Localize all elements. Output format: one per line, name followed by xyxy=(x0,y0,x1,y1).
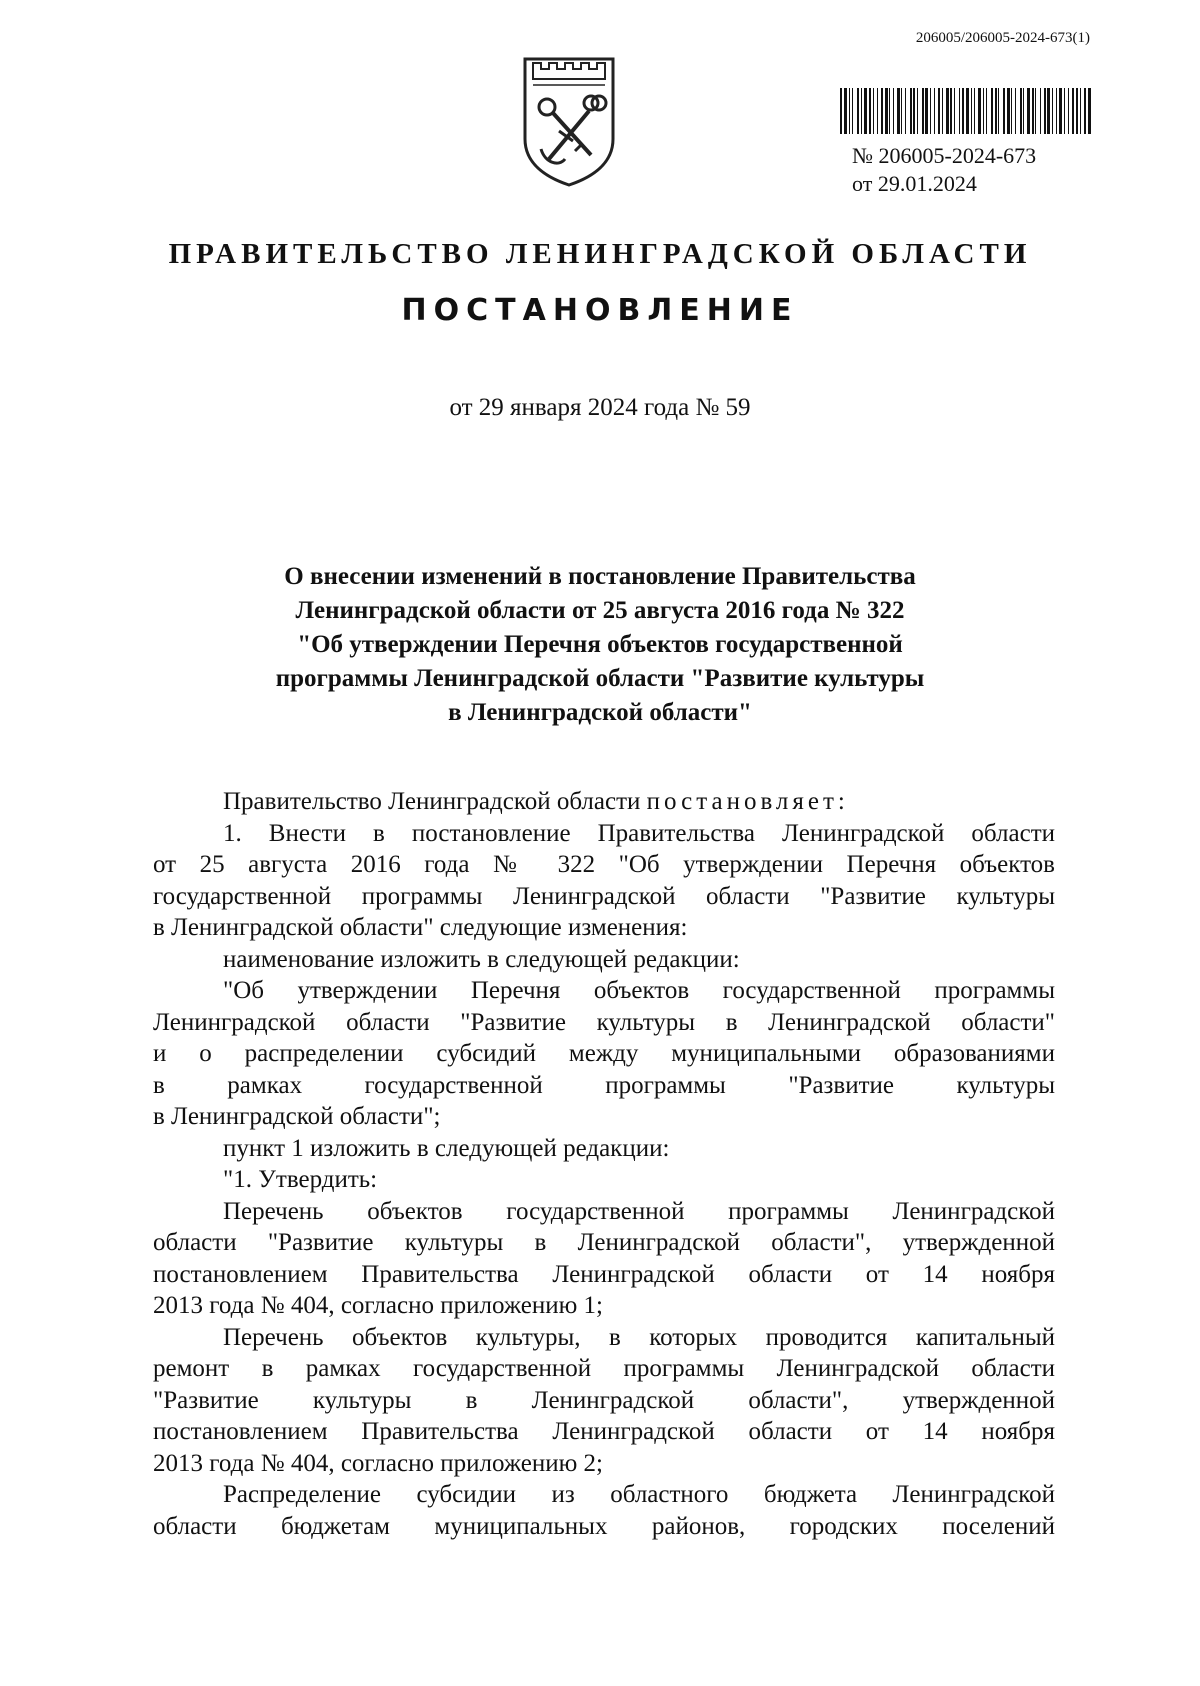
barcode-icon xyxy=(840,88,1093,134)
document-date-number: от 29 января 2024 года № 59 xyxy=(449,394,751,421)
body-line: Распределение субсидии из областного бюджета Ленинградской xyxy=(223,1481,1055,1508)
body-line: области "Развитие культуры в Ленинградской области", утвержденной xyxy=(153,1229,1055,1256)
body-line: пункт 1 изложить в следующей редакции: xyxy=(223,1134,670,1162)
title-line: Ленинградской области от 25 августа 2016 года № 322 xyxy=(295,597,905,624)
body-line: государственной программы Ленинградской области "Развитие культуры xyxy=(153,882,1055,910)
body-line: в Ленинградской области" следующие изменения: xyxy=(153,914,688,941)
body-line: ремонт в рамках государственной программы Ленинградской области xyxy=(153,1355,1055,1382)
preamble-text: Правительство Ленинградской области xyxy=(223,788,641,815)
document-type: ПОСТАНОВЛЕНИЕ xyxy=(401,293,799,328)
registration-info xyxy=(852,142,1036,198)
body-line: 2013 года № 404, согласно приложению 1; xyxy=(153,1292,603,1319)
body-line: в Ленинградской области"; xyxy=(153,1103,441,1130)
body-line: "Об утверждении Перечня объектов государственной программы xyxy=(223,977,1055,1004)
registration-date: от 29.01.2024 xyxy=(852,171,977,196)
body-line: Перечень объектов культуры, в которых проводится капитальный xyxy=(223,1323,1055,1351)
body-line: Перечень объектов государственной программы Ленинградской xyxy=(223,1197,1055,1225)
registry-code: 206005/206005-2024-673(1) xyxy=(915,30,1090,46)
organization-name: ПРАВИТЕЛЬСТВО ЛЕНИНГРАДСКОЙ ОБЛАСТИ xyxy=(168,238,1032,270)
body-line: наименование изложить в следующей редакции: xyxy=(223,945,740,973)
body-line: 2013 года № 404, согласно приложению 2; xyxy=(153,1449,603,1477)
title-line: "Об утверждении Перечня объектов государственной xyxy=(297,631,903,658)
body-line: от 25 августа 2016 года № 322 "Об утверждении Перечня объектов xyxy=(153,851,1055,878)
body-line: 1. Внести в постановление Правительства Ленинградской области xyxy=(223,819,1055,847)
title-line: О внесении изменений в постановление Правительства xyxy=(284,563,916,590)
body-line: "Развитие культуры в Ленинградской области", утвержденной xyxy=(153,1386,1055,1414)
document-title xyxy=(0,560,1200,730)
body-line: постановлением Правительства Ленинградской области от 14 ноября xyxy=(153,1418,1055,1445)
document-body xyxy=(153,786,1055,1542)
title-line: программы Ленинградской области "Развитие культуры xyxy=(275,665,925,692)
coat-of-arms-icon xyxy=(519,55,619,187)
body-line: в рамках государственной программы "Развитие культуры xyxy=(153,1071,1055,1099)
body-line: постановлением Правительства Ленинградской области от 14 ноября xyxy=(153,1260,1055,1288)
body-line: области бюджетам муниципальных районов, городских поселений xyxy=(153,1512,1055,1540)
registration-number: № 206005-2024-673 xyxy=(852,143,1037,168)
body-line: Ленинградской области "Развитие культуры в Ленинградской области" xyxy=(153,1008,1055,1036)
body-line xyxy=(153,786,1055,818)
preamble-verb: постановляет: xyxy=(646,788,849,815)
body-line: "1. Утвердить: xyxy=(223,1166,378,1193)
body-line: и о распределении субсидий между муниципальными образованиями xyxy=(153,1040,1055,1067)
title-line: в Ленинградской области" xyxy=(448,699,752,726)
